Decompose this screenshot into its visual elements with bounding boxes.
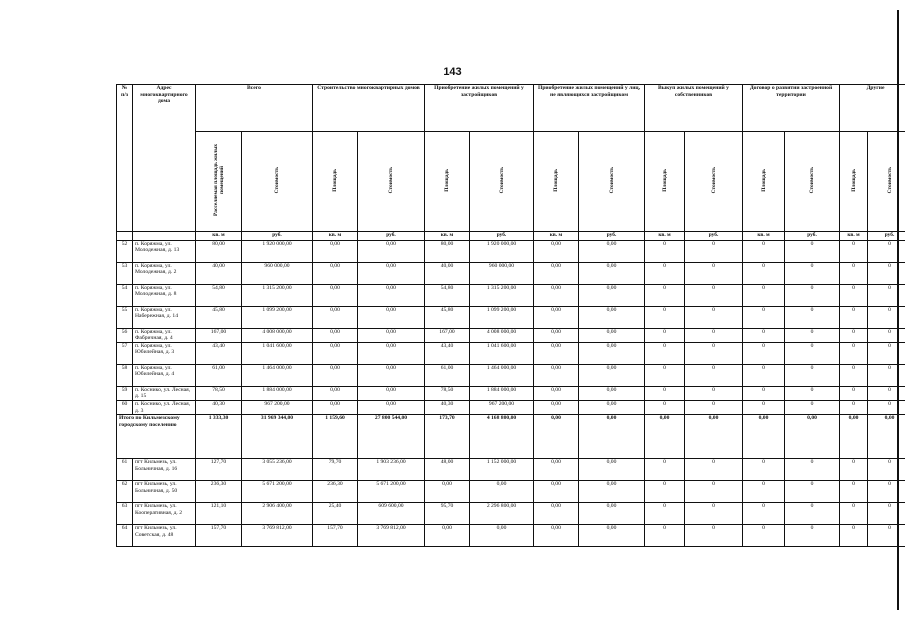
value-cell: 40,30: [196, 400, 242, 414]
value-cell: 0: [785, 503, 840, 525]
total-row-value: 4 168 800,00: [470, 415, 534, 459]
value-cell: 0: [645, 386, 685, 400]
value-cell: 0: [785, 364, 840, 386]
col-number-header: № п/з: [117, 85, 133, 232]
value-cell: 0: [785, 306, 840, 328]
value-cell: 0: [785, 481, 840, 503]
table-total-body: [117, 415, 905, 459]
value-cell: 0: [743, 400, 785, 414]
row-number-cell: 55: [117, 306, 133, 328]
value-cell: 0: [840, 386, 868, 400]
value-cell: 79,70: [313, 459, 358, 481]
value-cell: 0,00: [313, 364, 358, 386]
value-cell: 960 000,00: [470, 262, 534, 284]
value-cell: 3 769 812,00: [242, 525, 313, 547]
value-cell: 0: [645, 342, 685, 364]
value-cell: 5 671 200,00: [358, 481, 425, 503]
value-cell: 0,00: [534, 481, 579, 503]
value-cell: 0,00: [579, 364, 645, 386]
address-cell: п. Коряжма, ул. Молодежная, д. 8: [133, 284, 196, 306]
address-cell: п. Коряжма, ул. Набережная, д. 14: [133, 306, 196, 328]
value-cell: 0,00: [534, 306, 579, 328]
value-cell: 0: [868, 328, 905, 342]
address-cell: п. Коснико, ул. Лесная, д. 15: [133, 386, 196, 400]
value-cell: 0,00: [534, 262, 579, 284]
subheader-area: Площадь: [743, 132, 785, 232]
value-cell: 0: [868, 342, 905, 364]
value-cell: 0: [868, 386, 905, 400]
table-row: [117, 328, 905, 342]
value-cell: 0: [785, 240, 840, 262]
value-cell: 0,00: [358, 328, 425, 342]
address-cell: п. Коряжма, ул. Юбилейная, д. 4: [133, 364, 196, 386]
page-number: 143: [443, 66, 462, 78]
value-cell: 25,40: [313, 503, 358, 525]
subheader-settlement-area: Расселяемая площадь жилых помещений: [196, 132, 242, 232]
value-cell: 0: [685, 328, 743, 342]
value-cell: 1 903 236,00: [358, 459, 425, 481]
value-cell: 0,00: [358, 306, 425, 328]
col-dev-contract-header: Договор о развитии застроенной территории: [743, 85, 840, 132]
table-row: [117, 459, 905, 481]
col-total-header: Всего: [196, 85, 313, 132]
value-cell: 0: [840, 342, 868, 364]
value-cell: 0,00: [358, 364, 425, 386]
address-cell: п. Коряжма, ул. Фабричная, д. 4: [133, 328, 196, 342]
value-cell: 0,00: [579, 284, 645, 306]
value-cell: 1 099 200,00: [470, 306, 534, 328]
value-cell: 0: [645, 481, 685, 503]
address-cell: пгт Кильмезь, ул. Больничная, д. 16: [133, 459, 196, 481]
value-cell: 0,00: [534, 525, 579, 547]
value-cell: 236,30: [313, 481, 358, 503]
unit-sq: кв. м: [313, 231, 358, 240]
value-cell: 0: [868, 481, 905, 503]
value-cell: 967 200,00: [470, 400, 534, 414]
unit-rub: руб.: [579, 231, 645, 240]
total-row: [117, 415, 905, 459]
value-cell: 960 000,00: [242, 262, 313, 284]
value-cell: 0: [743, 240, 785, 262]
row-number-cell: 60: [117, 400, 133, 414]
address-cell: п. Коряжма, ул. Молодежная, д. 2: [133, 262, 196, 284]
value-cell: 0,00: [313, 240, 358, 262]
value-cell: 157,70: [196, 525, 242, 547]
total-row-value: 0,00: [743, 415, 785, 459]
value-cell: 0: [685, 481, 743, 503]
unit-rub: руб.: [358, 231, 425, 240]
subheader-cost: Стоимость: [242, 132, 313, 232]
unit-sq: кв. м: [645, 231, 685, 240]
value-cell: 1 920 000,00: [470, 240, 534, 262]
value-cell: 0,00: [534, 386, 579, 400]
total-row-label: Итого по Кильмезскому городскому поселению: [117, 415, 196, 459]
total-row-value: 0,00: [579, 415, 645, 459]
value-cell: 3 055 236,00: [242, 459, 313, 481]
value-cell: 967 200,00: [242, 400, 313, 414]
col-buyout-header: Выкуп жилых помещений у собственников: [645, 85, 743, 132]
value-cell: 0,00: [579, 328, 645, 342]
value-cell: 0: [685, 400, 743, 414]
value-cell: 0,00: [425, 525, 470, 547]
value-cell: 157,70: [313, 525, 358, 547]
value-cell: 0: [785, 262, 840, 284]
address-cell: пгт Кильмезь, ул. Больничная, д. 50: [133, 481, 196, 503]
value-cell: 0: [868, 503, 905, 525]
unit-rub: руб.: [470, 231, 534, 240]
value-cell: 0: [840, 503, 868, 525]
value-cell: 2 296 800,00: [470, 503, 534, 525]
value-cell: 1 884 000,00: [242, 386, 313, 400]
value-cell: 0,00: [534, 400, 579, 414]
value-cell: 0: [840, 306, 868, 328]
value-cell: 0,00: [358, 400, 425, 414]
value-cell: 1 041 600,00: [242, 342, 313, 364]
value-cell: 0,00: [579, 240, 645, 262]
address-cell: пгт Кильмезь, ул. Советская, д. 48: [133, 525, 196, 547]
row-number-cell: 52: [117, 240, 133, 262]
value-cell: 0,00: [579, 481, 645, 503]
value-cell: 0: [645, 262, 685, 284]
value-cell: 0: [785, 328, 840, 342]
value-cell: 0: [743, 525, 785, 547]
value-cell: 0: [868, 459, 905, 481]
value-cell: 0: [685, 284, 743, 306]
table-body-part1: [117, 240, 905, 415]
address-cell: пгт Кильмезь, ул. Кооперативная, д. 2: [133, 503, 196, 525]
col-acq-developer-header: Приобретение жилых помещений у застройщиков: [425, 85, 534, 132]
value-cell: 0: [645, 459, 685, 481]
value-cell: 4 008 000,00: [470, 328, 534, 342]
total-row-value: 0,00: [534, 415, 579, 459]
value-cell: 0: [645, 364, 685, 386]
value-cell: 0: [868, 400, 905, 414]
value-cell: 0: [785, 459, 840, 481]
value-cell: 1 464 000,00: [470, 364, 534, 386]
value-cell: 61,00: [196, 364, 242, 386]
value-cell: 0: [685, 459, 743, 481]
subheader-cost: Стоимость: [685, 132, 743, 232]
value-cell: 0,00: [358, 386, 425, 400]
value-cell: 0: [868, 284, 905, 306]
units-blank: [133, 231, 196, 240]
value-cell: 0,00: [358, 262, 425, 284]
value-cell: 40,30: [425, 400, 470, 414]
value-cell: 3 769 812,00: [358, 525, 425, 547]
total-row-value: 0,00: [685, 415, 743, 459]
value-cell: 0,00: [534, 240, 579, 262]
value-cell: 95,70: [425, 503, 470, 525]
value-cell: 0: [743, 364, 785, 386]
value-cell: 0,00: [358, 284, 425, 306]
value-cell: 0: [785, 386, 840, 400]
value-cell: 121,10: [196, 503, 242, 525]
value-cell: 0: [743, 386, 785, 400]
col-acq-nondeveloper-header: Приобретение жилых помещений у лиц, не являющихся застройщиком: [534, 85, 645, 132]
value-cell: 54,80: [196, 284, 242, 306]
subheader-cost: Стоимость: [470, 132, 534, 232]
table-row: [117, 364, 905, 386]
value-cell: 0: [743, 284, 785, 306]
value-cell: 80,00: [425, 240, 470, 262]
value-cell: 40,00: [425, 262, 470, 284]
unit-rub: руб.: [242, 231, 313, 240]
unit-rub: руб.: [785, 231, 840, 240]
value-cell: 0: [743, 262, 785, 284]
value-cell: 0: [785, 525, 840, 547]
row-number-cell: 57: [117, 342, 133, 364]
value-cell: 0: [840, 284, 868, 306]
value-cell: 78,50: [425, 386, 470, 400]
value-cell: 0,00: [579, 262, 645, 284]
total-row-value: 0,00: [840, 415, 868, 459]
value-cell: 0: [685, 306, 743, 328]
subheader-area: Площадь: [645, 132, 685, 232]
value-cell: 1 152 000,00: [470, 459, 534, 481]
table-body-part2: [117, 459, 905, 547]
unit-sq: кв. м: [425, 231, 470, 240]
value-cell: 0: [743, 342, 785, 364]
value-cell: 78,50: [196, 386, 242, 400]
value-cell: 1 041 600,00: [470, 342, 534, 364]
value-cell: 127,70: [196, 459, 242, 481]
value-cell: 45,80: [425, 306, 470, 328]
value-cell: 0: [685, 503, 743, 525]
value-cell: 0: [645, 306, 685, 328]
total-row-value: 0,00: [785, 415, 840, 459]
value-cell: 0,00: [579, 459, 645, 481]
table-row: [117, 240, 905, 262]
value-cell: 0: [645, 240, 685, 262]
row-number-cell: 64: [117, 525, 133, 547]
value-cell: 0: [868, 364, 905, 386]
value-cell: 43,40: [425, 342, 470, 364]
value-cell: 0: [840, 328, 868, 342]
value-cell: 0: [685, 525, 743, 547]
value-cell: 0: [645, 284, 685, 306]
address-cell: п. Коснико, ул. Лесная, д. 3: [133, 400, 196, 414]
value-cell: 0,00: [579, 386, 645, 400]
units-blank: [117, 231, 133, 240]
value-cell: 0: [743, 503, 785, 525]
row-number-cell: 59: [117, 386, 133, 400]
row-number-cell: 56: [117, 328, 133, 342]
row-number-cell: 54: [117, 284, 133, 306]
value-cell: 0: [685, 364, 743, 386]
value-cell: 54,80: [425, 284, 470, 306]
subheader-cost: Стоимость: [358, 132, 425, 232]
value-cell: 0,00: [534, 459, 579, 481]
value-cell: 0,00: [470, 525, 534, 547]
value-cell: 0: [685, 342, 743, 364]
table-row: [117, 503, 905, 525]
value-cell: 0: [868, 525, 905, 547]
unit-sq: кв. м: [743, 231, 785, 240]
value-cell: 0: [840, 364, 868, 386]
value-cell: 0: [785, 284, 840, 306]
table-row: [117, 342, 905, 364]
subheader-area: Площадь: [534, 132, 579, 232]
value-cell: 61,00: [425, 364, 470, 386]
value-cell: 0,00: [313, 262, 358, 284]
value-cell: 0: [868, 240, 905, 262]
col-other-header: Другие: [840, 85, 905, 132]
unit-sq: кв. м: [196, 231, 242, 240]
col-address-header: Адрес многоквартирного дома: [133, 85, 196, 232]
value-cell: 0,00: [313, 342, 358, 364]
value-cell: 0: [840, 262, 868, 284]
value-cell: 0: [868, 306, 905, 328]
row-number-cell: 61: [117, 459, 133, 481]
subheader-cost: Стоимость: [785, 132, 840, 232]
header-row: [117, 85, 905, 132]
value-cell: 0: [743, 459, 785, 481]
value-cell: 0: [743, 328, 785, 342]
unit-sq: кв. м: [534, 231, 579, 240]
value-cell: 1 315 200,00: [242, 284, 313, 306]
value-cell: 0: [685, 240, 743, 262]
total-row-value: 1 333,30: [196, 415, 242, 459]
subheader-area: Площадь: [840, 132, 868, 232]
table-row: [117, 306, 905, 328]
subheader-area: Площадь: [425, 132, 470, 232]
value-cell: 0: [840, 400, 868, 414]
value-cell: 0,00: [579, 525, 645, 547]
value-cell: 0: [685, 262, 743, 284]
value-cell: 0,00: [313, 306, 358, 328]
value-cell: 1 884 000,00: [470, 386, 534, 400]
value-cell: 609 600,00: [358, 503, 425, 525]
value-cell: 0,00: [579, 400, 645, 414]
unit-rub: руб.: [685, 231, 743, 240]
value-cell: 43,40: [196, 342, 242, 364]
col-construction-header: Строительство многоквартирных домов: [313, 85, 425, 132]
value-cell: 0: [840, 525, 868, 547]
value-cell: 0,00: [579, 342, 645, 364]
housing-program-table: [116, 84, 905, 547]
units-row: [117, 231, 905, 240]
total-row-value: 0,00: [868, 415, 905, 459]
table-row: [117, 400, 905, 414]
unit-rub: руб.: [868, 231, 905, 240]
row-number-cell: 62: [117, 481, 133, 503]
address-cell: п. Коряжма, ул. Молодежная, д. 13: [133, 240, 196, 262]
value-cell: 1 464 000,00: [242, 364, 313, 386]
value-cell: 0,00: [534, 284, 579, 306]
value-cell: 0,00: [313, 328, 358, 342]
value-cell: 0: [868, 262, 905, 284]
value-cell: 0,00: [534, 328, 579, 342]
value-cell: 167,00: [425, 328, 470, 342]
value-cell: 0,00: [534, 503, 579, 525]
total-row-value: 31 969 344,00: [242, 415, 313, 459]
subheader-cost: Стоимость: [868, 132, 905, 232]
value-cell: 0: [645, 525, 685, 547]
value-cell: 0,00: [470, 481, 534, 503]
value-cell: 0: [840, 481, 868, 503]
subheader-area: Площадь: [313, 132, 358, 232]
total-row-value: 0,00: [645, 415, 685, 459]
value-cell: 1 099 200,00: [242, 306, 313, 328]
value-cell: 0,00: [534, 342, 579, 364]
value-cell: 0: [840, 459, 868, 481]
table-row: [117, 525, 905, 547]
unit-sq: кв. м: [840, 231, 868, 240]
value-cell: 0: [743, 306, 785, 328]
value-cell: 40,00: [196, 262, 242, 284]
total-row-value: 173,70: [425, 415, 470, 459]
value-cell: 0: [685, 386, 743, 400]
value-cell: 236,30: [196, 481, 242, 503]
value-cell: 45,80: [196, 306, 242, 328]
total-row-value: 1 159,60: [313, 415, 358, 459]
table-row: [117, 386, 905, 400]
value-cell: 48,00: [425, 459, 470, 481]
value-cell: 0,00: [313, 284, 358, 306]
value-cell: 0,00: [579, 306, 645, 328]
value-cell: 2 906 400,00: [242, 503, 313, 525]
value-cell: 0: [785, 342, 840, 364]
value-cell: 0: [645, 400, 685, 414]
value-cell: 0,00: [358, 342, 425, 364]
value-cell: 0,00: [534, 364, 579, 386]
subheader-row: [117, 132, 905, 232]
value-cell: 0,00: [579, 503, 645, 525]
row-number-cell: 58: [117, 364, 133, 386]
total-row-value: 27 800 544,00: [358, 415, 425, 459]
value-cell: 167,00: [196, 328, 242, 342]
value-cell: 80,00: [196, 240, 242, 262]
value-cell: 0,00: [425, 481, 470, 503]
value-cell: 0: [743, 481, 785, 503]
value-cell: 0,00: [313, 400, 358, 414]
value-cell: 0: [785, 400, 840, 414]
address-cell: п. Коряжма, ул. Юбилейная, д. 3: [133, 342, 196, 364]
value-cell: 0,00: [313, 386, 358, 400]
row-number-cell: 53: [117, 262, 133, 284]
value-cell: 0,00: [358, 240, 425, 262]
housing-program-table-wrap: [116, 84, 895, 547]
value-cell: 1 920 000,00: [242, 240, 313, 262]
value-cell: 1 315 200,00: [470, 284, 534, 306]
value-cell: 4 008 000,00: [242, 328, 313, 342]
table-row: [117, 284, 905, 306]
table-row: [117, 262, 905, 284]
value-cell: 5 671 200,00: [242, 481, 313, 503]
subheader-cost: Стоимость: [579, 132, 645, 232]
value-cell: 0: [840, 240, 868, 262]
table-row: [117, 481, 905, 503]
value-cell: 0: [645, 503, 685, 525]
value-cell: 0: [645, 328, 685, 342]
row-number-cell: 63: [117, 503, 133, 525]
